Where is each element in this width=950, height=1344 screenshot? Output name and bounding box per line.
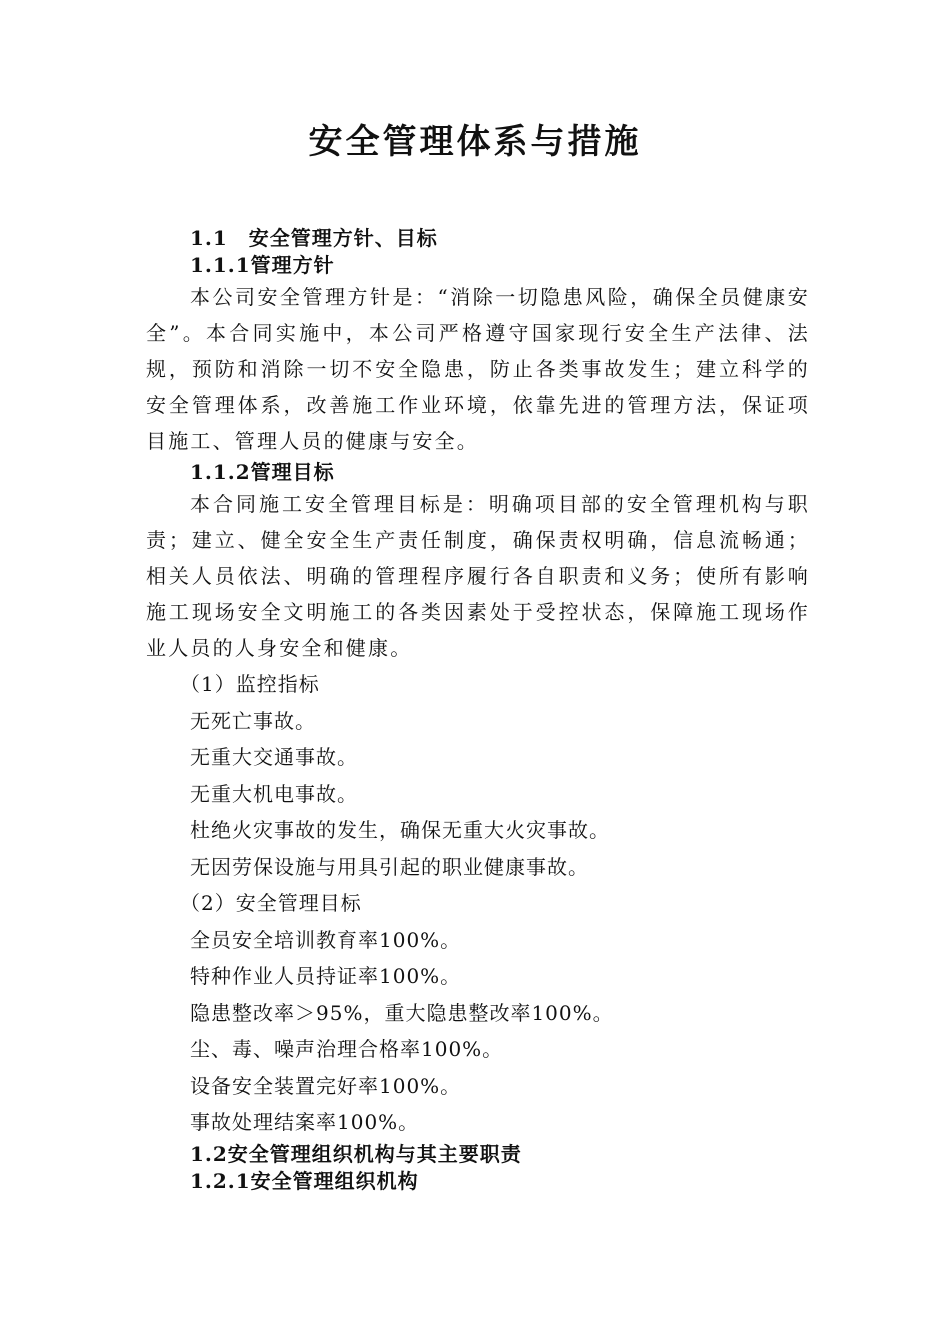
- monitor-item: 无因劳保设施与用具引起的职业健康事故。: [190, 854, 589, 879]
- target-item: 尘、毒、噪声治理合格率100%。: [190, 1037, 504, 1061]
- policy-paragraph: 本公司安全管理方针是：“消除一切隐患风险，确保全员健康安全”。本合同实施中，本公司严格遵守国家现行安全生产法律、法规，预防和消除一切不安全隐患，防止各类事故发生；建立科学的安全管理体系，改善施工作业环境，依靠先进的管理方法，保证项目施工、管理人员的健康与安全。: [146, 285, 810, 453]
- target-item: 全员安全培训教育率100%。: [190, 927, 462, 952]
- monitor-item: 无重大机电事故。: [190, 781, 358, 806]
- monitor-item: 无死亡事故。: [190, 708, 316, 733]
- monitor-item: 杜绝火灾事故的发生，确保无重大火灾事故。: [190, 818, 610, 842]
- target-item: 事故处理结案率100%。: [190, 1110, 420, 1134]
- target-item: 特种作业人员持证率100%。: [190, 964, 462, 988]
- section-heading-1-2-1: 1.2.1安全管理组织机构: [190, 1168, 419, 1193]
- target-item: 隐患整改率＞95%，重大隐患整改率100%。: [190, 1000, 614, 1025]
- goal-paragraph: 本合同施工安全管理目标是：明确项目部的安全管理机构与职责；建立、健全安全生产责任制度，确保责权明确，信息流畅通；相关人员依法、明确的管理程序履行各自职责和义务；使所有影响施工现场安全文明施工的各类因素处于受控状态，保障施工现场作业人员的人身安全和健康。: [146, 492, 810, 660]
- document-title: 安全管理体系与措施: [308, 122, 642, 162]
- document-body: [146, 225, 810, 1195]
- monitor-heading: （1）监控指标: [180, 672, 320, 696]
- section-heading-1-1-2: 1.1.2管理目标: [190, 460, 335, 484]
- section-heading-1-2: 1.2安全管理组织机构与其主要职责: [190, 1141, 522, 1166]
- target-item: 设备安全装置完好率100%。: [190, 1073, 462, 1098]
- monitor-item: 无重大交通事故。: [190, 745, 358, 769]
- section-heading-1-1: 1.1 安全管理方针、目标: [190, 226, 438, 250]
- section-heading-1-1-1: 1.1.1管理方针: [190, 253, 335, 277]
- target-heading: （2）安全管理目标: [180, 891, 362, 915]
